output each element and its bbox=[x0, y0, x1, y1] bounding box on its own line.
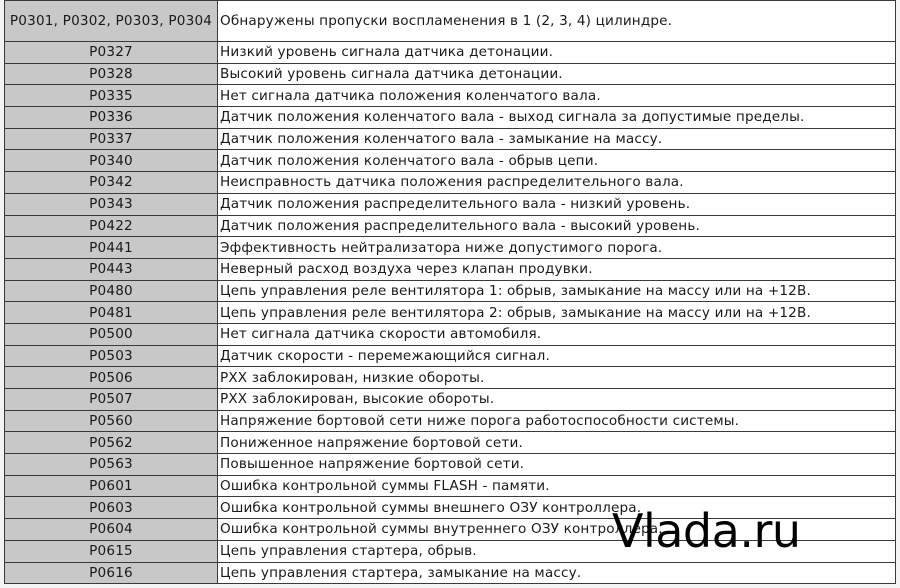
error-code: P0342 bbox=[5, 172, 218, 194]
error-description: Цепь управления стартера, обрыв. bbox=[218, 540, 896, 562]
error-description: Цепь управления реле вентилятора 2: обрыв, замыкание на массу или на +12В. bbox=[218, 302, 896, 324]
table-row bbox=[5, 193, 896, 215]
table-row bbox=[5, 345, 896, 367]
error-description: Повышенное напряжение бортовой сети. bbox=[218, 454, 896, 476]
error-code: P0601 bbox=[5, 475, 218, 497]
error-code: P0337 bbox=[5, 128, 218, 150]
error-code: P0343 bbox=[5, 193, 218, 215]
error-code: P0340 bbox=[5, 150, 218, 172]
error-description: Обнаружены пропуски воспламенения в 1 (2, 3, 4) цилиндре. bbox=[218, 1, 896, 42]
error-description: Напряжение бортовой сети ниже порога работоспособности системы. bbox=[218, 410, 896, 432]
error-code: P0603 bbox=[5, 497, 218, 519]
error-code: P0616 bbox=[5, 562, 218, 584]
error-code: P0500 bbox=[5, 323, 218, 345]
error-description: Датчик положения распределительного вала - низкий уровень. bbox=[218, 193, 896, 215]
error-code: P0422 bbox=[5, 215, 218, 237]
table-row bbox=[5, 107, 896, 129]
error-code: P0481 bbox=[5, 302, 218, 324]
error-description: Ошибка контрольной суммы внешнего ОЗУ контроллера. bbox=[218, 497, 896, 519]
table-row bbox=[5, 302, 896, 324]
error-code: P0327 bbox=[5, 42, 218, 64]
error-description: Неисправность датчика положения распределительного вала. bbox=[218, 172, 896, 194]
error-description: Цепь управления реле вентилятора 1: обрыв, замыкание на массу или на +12В. bbox=[218, 280, 896, 302]
error-code: P0480 bbox=[5, 280, 218, 302]
table-row bbox=[5, 150, 896, 172]
error-description: Датчик положения коленчатого вала - замыкание на массу. bbox=[218, 128, 896, 150]
error-code: P0604 bbox=[5, 519, 218, 541]
error-description: Пониженное напряжение бортовой сети. bbox=[218, 432, 896, 454]
table-row bbox=[5, 367, 896, 389]
table-row bbox=[5, 389, 896, 411]
error-description: Датчик положения распределительного вала - высокий уровень. bbox=[218, 215, 896, 237]
watermark-text: Vlada.ru bbox=[612, 504, 801, 558]
error-code: P0503 bbox=[5, 345, 218, 367]
error-description: Ошибка контрольной суммы внутреннего ОЗУ контроллера. bbox=[218, 519, 896, 541]
error-code: P0441 bbox=[5, 237, 218, 259]
error-description: Ошибка контрольной суммы FLASH - памяти. bbox=[218, 475, 896, 497]
table-row bbox=[5, 475, 896, 497]
error-code: P0506 bbox=[5, 367, 218, 389]
table-row bbox=[5, 432, 896, 454]
error-codes-body bbox=[5, 1, 896, 584]
error-description: РХХ заблокирован, высокие обороты. bbox=[218, 389, 896, 411]
error-description: Цепь управления стартера, замыкание на массу. bbox=[218, 562, 896, 584]
table-row bbox=[5, 410, 896, 432]
error-description: Высокий уровень сигнала датчика детонации. bbox=[218, 63, 896, 85]
error-description: Датчик скорости - перемежающийся сигнал. bbox=[218, 345, 896, 367]
error-code: P0615 bbox=[5, 540, 218, 562]
error-code: P0562 bbox=[5, 432, 218, 454]
table-row bbox=[5, 1, 896, 42]
error-description: Датчик положения коленчатого вала - выход сигнала за допустимые пределы. bbox=[218, 107, 896, 129]
table-row bbox=[5, 258, 896, 280]
table-row bbox=[5, 323, 896, 345]
error-code: P0560 bbox=[5, 410, 218, 432]
table-row bbox=[5, 85, 896, 107]
error-description: Датчик положения коленчатого вала - обрыв цепи. bbox=[218, 150, 896, 172]
error-codes-table bbox=[4, 0, 896, 584]
error-description: Неверный расход воздуха через клапан продувки. bbox=[218, 258, 896, 280]
error-code: P0336 bbox=[5, 107, 218, 129]
error-code: P0563 bbox=[5, 454, 218, 476]
error-code: P0335 bbox=[5, 85, 218, 107]
error-description: РХХ заблокирован, низкие обороты. bbox=[218, 367, 896, 389]
error-code: P0328 bbox=[5, 63, 218, 85]
error-description: Низкий уровень сигнала датчика детонации. bbox=[218, 42, 896, 64]
table-row bbox=[5, 42, 896, 64]
table-row bbox=[5, 454, 896, 476]
error-description: Нет сигнала датчика положения коленчатого вала. bbox=[218, 85, 896, 107]
error-code: P0443 bbox=[5, 258, 218, 280]
error-description: Нет сигнала датчика скорости автомобиля. bbox=[218, 323, 896, 345]
error-code: P0301, P0302, P0303, P0304 bbox=[5, 1, 218, 42]
table-row bbox=[5, 63, 896, 85]
table-row bbox=[5, 237, 896, 259]
error-code: P0507 bbox=[5, 389, 218, 411]
error-description: Эффективность нейтрализатора ниже допустимого порога. bbox=[218, 237, 896, 259]
table-row bbox=[5, 562, 896, 584]
table-row bbox=[5, 280, 896, 302]
table-row bbox=[5, 215, 896, 237]
table-row bbox=[5, 172, 896, 194]
table-row bbox=[5, 128, 896, 150]
